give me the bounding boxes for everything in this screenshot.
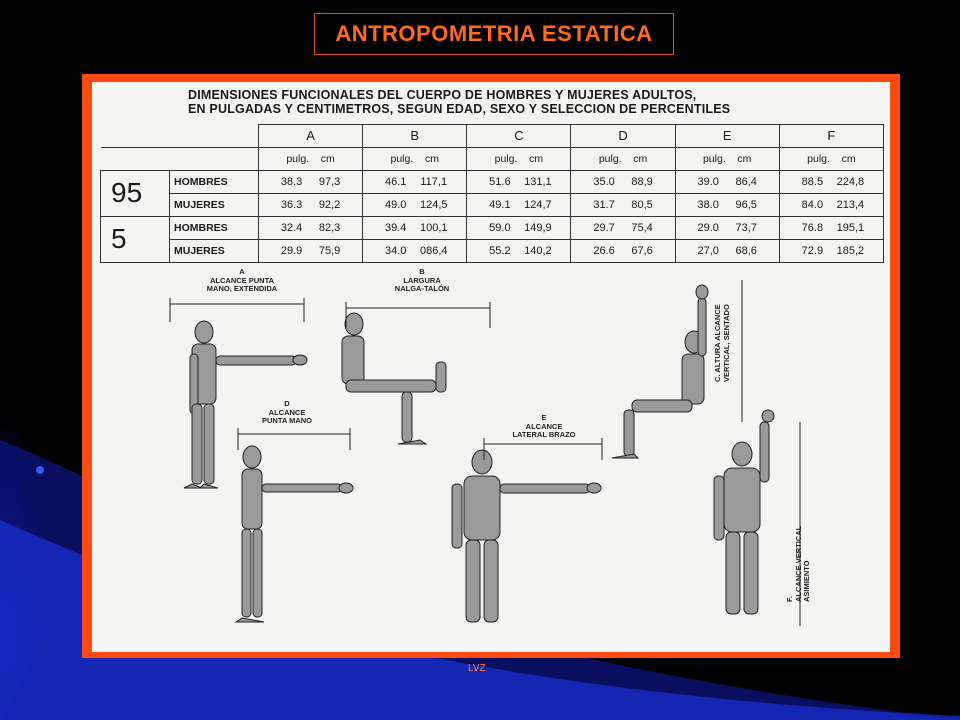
value-cell — [467, 170, 571, 193]
value-cm: 75,4 — [631, 221, 653, 234]
figure-c-seated-vertical-reach — [612, 285, 708, 458]
value-cell — [363, 216, 467, 239]
sex-cell: MUJERES — [170, 193, 259, 216]
value-cm: 75,9 — [318, 244, 341, 257]
value-inches: 27,0 — [697, 244, 719, 257]
value-inches: 51.6 — [489, 175, 511, 188]
figure-b-label: B LARGURA NALGA-TALÓN — [394, 267, 450, 293]
units-cell: pulg. cm — [467, 147, 571, 170]
value-cm: 086,4 — [419, 244, 448, 257]
value-cm: 68,6 — [735, 244, 757, 257]
figure-b-seated — [342, 313, 446, 444]
value-cell — [779, 193, 883, 216]
figure-d-label: D ALCANCE PUNTA MANO — [262, 399, 312, 425]
value-cm: 96,5 — [735, 198, 757, 211]
value-cell — [571, 193, 675, 216]
value-cm: 67,6 — [631, 244, 653, 257]
value-cm: 213,4 — [836, 198, 865, 211]
value-cell — [467, 216, 571, 239]
value-cell — [675, 239, 779, 262]
heading-line-1: DIMENSIONES FUNCIONALES DEL CUERPO DE HOMBRES Y MUJERES ADULTOS, — [188, 88, 697, 102]
value-inches: 39.4 — [385, 221, 407, 234]
value-cm: 224,8 — [836, 175, 865, 188]
value-cm: 100,1 — [419, 221, 448, 234]
dimensions-table — [100, 124, 884, 263]
value-cm: 124,5 — [419, 198, 448, 211]
value-inches: 38.3 — [280, 175, 303, 188]
value-cell — [259, 216, 363, 239]
value-inches: 29.9 — [280, 244, 303, 257]
figures-area — [92, 262, 890, 652]
table-row — [101, 216, 884, 239]
table-header-row — [101, 125, 884, 148]
units-row — [101, 147, 884, 170]
value-inches: 29.0 — [697, 221, 719, 234]
value-cm: 149,9 — [524, 221, 552, 234]
document-heading — [188, 88, 808, 116]
column-header: E — [675, 125, 779, 148]
value-cm: 117,1 — [420, 175, 448, 188]
column-header: C — [467, 125, 571, 148]
figure-c-label: C. ALTURA ALCANCE VERTICAL, SENTADO — [713, 304, 731, 382]
table-row — [101, 193, 884, 216]
value-inches: 76.8 — [801, 221, 824, 234]
value-inches: 84.0 — [801, 198, 824, 211]
sex-cell: HOMBRES — [170, 216, 259, 239]
value-inches: 49.1 — [489, 198, 511, 211]
value-cell — [571, 170, 675, 193]
value-inches: 38.0 — [697, 198, 719, 211]
value-cell — [571, 216, 675, 239]
value-cm: 97,3 — [318, 175, 341, 188]
value-inches: 59.0 — [489, 221, 511, 234]
document-frame — [82, 74, 900, 658]
value-cell — [363, 193, 467, 216]
slide-title-box — [314, 13, 674, 55]
value-cm: 92,2 — [318, 198, 341, 211]
value-cell — [779, 170, 883, 193]
value-cell — [675, 193, 779, 216]
slide-footer: LVZ — [468, 663, 486, 674]
anthropometric-figures — [92, 262, 890, 652]
value-cell — [259, 193, 363, 216]
units-cell: pulg. cm — [779, 147, 883, 170]
scanned-document — [92, 82, 890, 652]
slide-title: ANTROPOMETRIA ESTATICA — [335, 21, 653, 46]
heading-line-2: EN PULGADAS Y CENTIMETROS, SEGUN EDAD, SEXO Y SELECCION DE PERCENTILES — [188, 102, 731, 116]
value-inches: 36.3 — [280, 198, 303, 211]
value-cell — [363, 170, 467, 193]
table-row — [101, 170, 884, 193]
percentile-cell: 95 — [101, 170, 170, 216]
value-cm: 195,1 — [836, 221, 865, 234]
value-cell — [571, 239, 675, 262]
value-cell — [467, 193, 571, 216]
value-inches: 39.0 — [697, 175, 719, 188]
value-cell — [259, 170, 363, 193]
figure-f-label: F. ALCANCE VERTICAL ASIMIENTO — [785, 525, 811, 602]
value-inches: 34.0 — [385, 244, 407, 257]
value-cell — [779, 216, 883, 239]
value-inches: 46.1 — [385, 175, 407, 188]
value-cm: 131,1 — [524, 175, 552, 188]
column-header: B — [363, 125, 467, 148]
value-cm: 140,2 — [524, 244, 552, 257]
value-inches: 72.9 — [801, 244, 824, 257]
value-cm: 185,2 — [836, 244, 865, 257]
value-cm: 88,9 — [631, 175, 653, 188]
figure-e-lateral-reach — [452, 450, 601, 622]
value-cm: 80,5 — [631, 198, 653, 211]
units-cell: pulg. cm — [571, 147, 675, 170]
value-inches: 29.7 — [593, 221, 615, 234]
value-cell — [259, 239, 363, 262]
value-cell — [779, 239, 883, 262]
value-cell — [363, 239, 467, 262]
value-cell — [675, 216, 779, 239]
column-header: D — [571, 125, 675, 148]
table-row — [101, 239, 884, 262]
units-cell: pulg. cm — [675, 147, 779, 170]
figure-d-standing-front-reach — [236, 446, 353, 622]
figure-e-label: E ALCANCE LATERAL BRAZO — [512, 413, 576, 439]
value-inches: 26.6 — [593, 244, 615, 257]
value-inches: 49.0 — [385, 198, 407, 211]
sex-cell: HOMBRES — [170, 170, 259, 193]
value-cm: 82,3 — [318, 221, 341, 234]
value-inches: 35.0 — [593, 175, 615, 188]
value-cm: 73,7 — [735, 221, 757, 234]
figure-a-label: A ALCANCE PUNTA MANO, EXTENDIDA — [206, 267, 278, 293]
sex-cell: MUJERES — [170, 239, 259, 262]
value-inches: 88.5 — [801, 175, 824, 188]
value-cm: 124,7 — [524, 198, 552, 211]
value-cell — [675, 170, 779, 193]
figure-f-standing-vertical-grasp — [714, 410, 774, 614]
units-cell: pulg. cm — [259, 147, 363, 170]
percentile-cell: 5 — [101, 216, 170, 262]
column-header: A — [259, 125, 363, 148]
column-header: F — [779, 125, 883, 148]
value-inches: 55.2 — [489, 244, 511, 257]
units-cell: pulg. cm — [363, 147, 467, 170]
value-inches: 31.7 — [593, 198, 615, 211]
value-cell — [467, 239, 571, 262]
value-cm: 86,4 — [735, 175, 757, 188]
value-inches: 32.4 — [280, 221, 303, 234]
